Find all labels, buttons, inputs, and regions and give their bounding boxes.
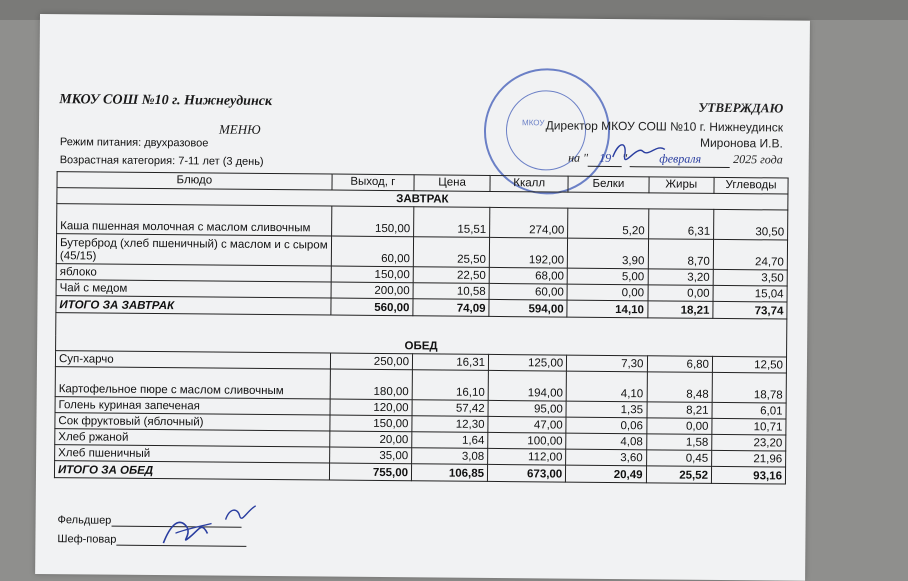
cell-value: 112,00 bbox=[488, 448, 566, 465]
dish-name: Хлеб ржаной bbox=[55, 429, 330, 447]
cell-value: 1,35 bbox=[566, 401, 646, 418]
total-value: 18,21 bbox=[647, 301, 713, 319]
cell-value: 150,00 bbox=[331, 266, 414, 283]
dish-name: Картофельное пюре с маслом сливочным bbox=[55, 367, 330, 399]
age-category: Возрастная категория: 7-11 лет (3 день) bbox=[59, 154, 264, 168]
cell-value: 57,42 bbox=[412, 400, 488, 417]
cell-value: 20,00 bbox=[329, 431, 412, 448]
chef-label: Шеф-повар bbox=[57, 533, 117, 546]
cell-value: 3,08 bbox=[412, 448, 488, 465]
column-header: Блюдо bbox=[57, 172, 332, 190]
cell-value: 6,01 bbox=[712, 402, 786, 419]
cell-value: 23,20 bbox=[712, 434, 786, 451]
cell-value: 3,50 bbox=[713, 269, 787, 286]
cell-value: 6,31 bbox=[648, 209, 714, 240]
approval-day: 19 bbox=[588, 151, 622, 167]
cell-value: 22,50 bbox=[413, 267, 489, 284]
cell-value: 8,21 bbox=[647, 402, 713, 419]
stamp-text: МКОУ bbox=[522, 118, 545, 128]
menu-title: МЕНЮ bbox=[218, 121, 261, 137]
cell-value: 0,06 bbox=[566, 417, 646, 434]
cell-value: 16,10 bbox=[412, 370, 488, 401]
director-signature bbox=[609, 137, 669, 164]
total-value: 74,09 bbox=[413, 299, 489, 317]
cell-value: 0,00 bbox=[648, 285, 714, 302]
approval-date: на " 19 " февраля 2025 года bbox=[568, 150, 783, 167]
cell-value: 5,20 bbox=[568, 208, 649, 239]
column-header: Выход, г bbox=[332, 174, 415, 191]
cell-value: 192,00 bbox=[489, 237, 567, 268]
cell-value: 10,71 bbox=[712, 418, 786, 435]
meal-regime: Режим питания: двухразовое bbox=[59, 136, 209, 150]
total-value: 20,49 bbox=[566, 465, 646, 483]
approval-name: Миронова И.В. bbox=[699, 135, 783, 151]
dish-name: яблоко bbox=[56, 264, 331, 282]
cell-value: 200,00 bbox=[331, 282, 414, 299]
approval-year: 2025 года bbox=[733, 152, 783, 167]
cell-value: 35,00 bbox=[329, 447, 412, 464]
cell-value: 274,00 bbox=[490, 207, 568, 238]
dish-name: Сок фруктовый (яблочный) bbox=[55, 413, 330, 431]
school-name: МКОУ СОШ №10 г. Нижнеудинск bbox=[59, 92, 273, 110]
cell-value: 0,00 bbox=[567, 284, 647, 301]
dish-name: Каша пшенная молочная с маслом сливочным bbox=[57, 204, 332, 236]
cell-value: 3,20 bbox=[648, 269, 714, 286]
menu-document bbox=[35, 14, 810, 581]
cell-value: 125,00 bbox=[488, 354, 566, 371]
cell-value: 21,96 bbox=[712, 450, 786, 467]
cell-value: 1,64 bbox=[412, 432, 488, 449]
dish-name: Хлеб пшеничный bbox=[55, 445, 330, 463]
cell-value: 12,30 bbox=[412, 416, 488, 433]
total-value: 755,00 bbox=[329, 463, 412, 481]
total-value: 106,85 bbox=[411, 464, 487, 482]
cell-value: 180,00 bbox=[330, 369, 413, 400]
column-header: Ккалл bbox=[490, 175, 568, 192]
cell-value: 12,50 bbox=[712, 356, 786, 373]
cell-value: 68,00 bbox=[489, 267, 567, 284]
approval-title: УТВЕРЖДАЮ bbox=[698, 99, 784, 116]
cell-value: 5,00 bbox=[567, 268, 647, 285]
cell-value: 8,48 bbox=[647, 372, 713, 403]
total-value: 25,52 bbox=[646, 466, 712, 484]
total-value: 73,74 bbox=[713, 301, 787, 319]
cell-value: 60,00 bbox=[489, 283, 567, 300]
cell-value: 1,58 bbox=[646, 434, 712, 451]
cell-value: 150,00 bbox=[330, 415, 413, 432]
total-value: 93,16 bbox=[711, 466, 785, 484]
menu-table bbox=[54, 171, 789, 484]
cell-value: 24,70 bbox=[713, 239, 787, 270]
cell-value: 15,51 bbox=[414, 207, 490, 238]
cell-value: 6,80 bbox=[647, 356, 713, 373]
cell-value: 0,45 bbox=[646, 450, 712, 467]
column-header: Белки bbox=[568, 176, 648, 193]
cell-value: 150,00 bbox=[331, 206, 414, 237]
dish-name: Бутерброд (хлеб пшеничный) с маслом и с сыром (45/15) bbox=[56, 234, 331, 266]
cell-value: 16,31 bbox=[412, 354, 488, 371]
section-title: ЗАВТРАК bbox=[57, 188, 788, 210]
dish-name: Чай с медом bbox=[56, 280, 331, 298]
dish-name: Суп-харчо bbox=[55, 351, 330, 369]
total-value: 673,00 bbox=[488, 464, 566, 482]
cell-value: 4,10 bbox=[566, 371, 647, 402]
cell-value: 194,00 bbox=[488, 370, 566, 401]
cell-value: 4,08 bbox=[566, 433, 646, 450]
cell-value: 100,00 bbox=[488, 432, 566, 449]
cell-value: 3,90 bbox=[568, 238, 649, 269]
approval-month: февраля bbox=[630, 151, 730, 168]
cell-value: 47,00 bbox=[488, 416, 566, 433]
cell-value: 8,70 bbox=[648, 239, 714, 270]
cell-value: 15,04 bbox=[713, 285, 787, 302]
total-label: ИТОГО ЗА ОБЕД bbox=[54, 461, 329, 480]
cell-value: 10,58 bbox=[413, 283, 489, 300]
total-value: 14,10 bbox=[567, 300, 647, 318]
cell-value: 18,78 bbox=[712, 372, 786, 403]
cell-value: 3,60 bbox=[566, 449, 646, 466]
cell-value: 120,00 bbox=[330, 399, 413, 416]
total-value: 594,00 bbox=[489, 299, 567, 317]
cell-value: 95,00 bbox=[488, 400, 566, 417]
section-title: ОБЕД bbox=[56, 335, 787, 357]
approval-position: Директор МКОУ СОШ №10 г. Нижнеудинск bbox=[545, 118, 784, 135]
cell-value: 30,50 bbox=[714, 209, 788, 240]
medic-label: Фельдшер bbox=[57, 514, 112, 527]
column-header: Цена bbox=[414, 175, 490, 192]
cell-value: 25,50 bbox=[413, 237, 489, 268]
total-value: 560,00 bbox=[331, 298, 414, 316]
cell-value: 250,00 bbox=[330, 353, 413, 370]
column-header: Углеводы bbox=[714, 177, 788, 194]
cell-value: 0,00 bbox=[646, 418, 712, 435]
cell-value: 7,30 bbox=[567, 355, 647, 372]
column-header: Жиры bbox=[648, 177, 714, 194]
dish-name: Голень куриная запеченая bbox=[55, 397, 330, 415]
cell-value: 60,00 bbox=[331, 236, 414, 267]
handwritten-signatures bbox=[155, 497, 265, 550]
total-label: ИТОГО ЗА ЗАВТРАК bbox=[56, 296, 331, 315]
